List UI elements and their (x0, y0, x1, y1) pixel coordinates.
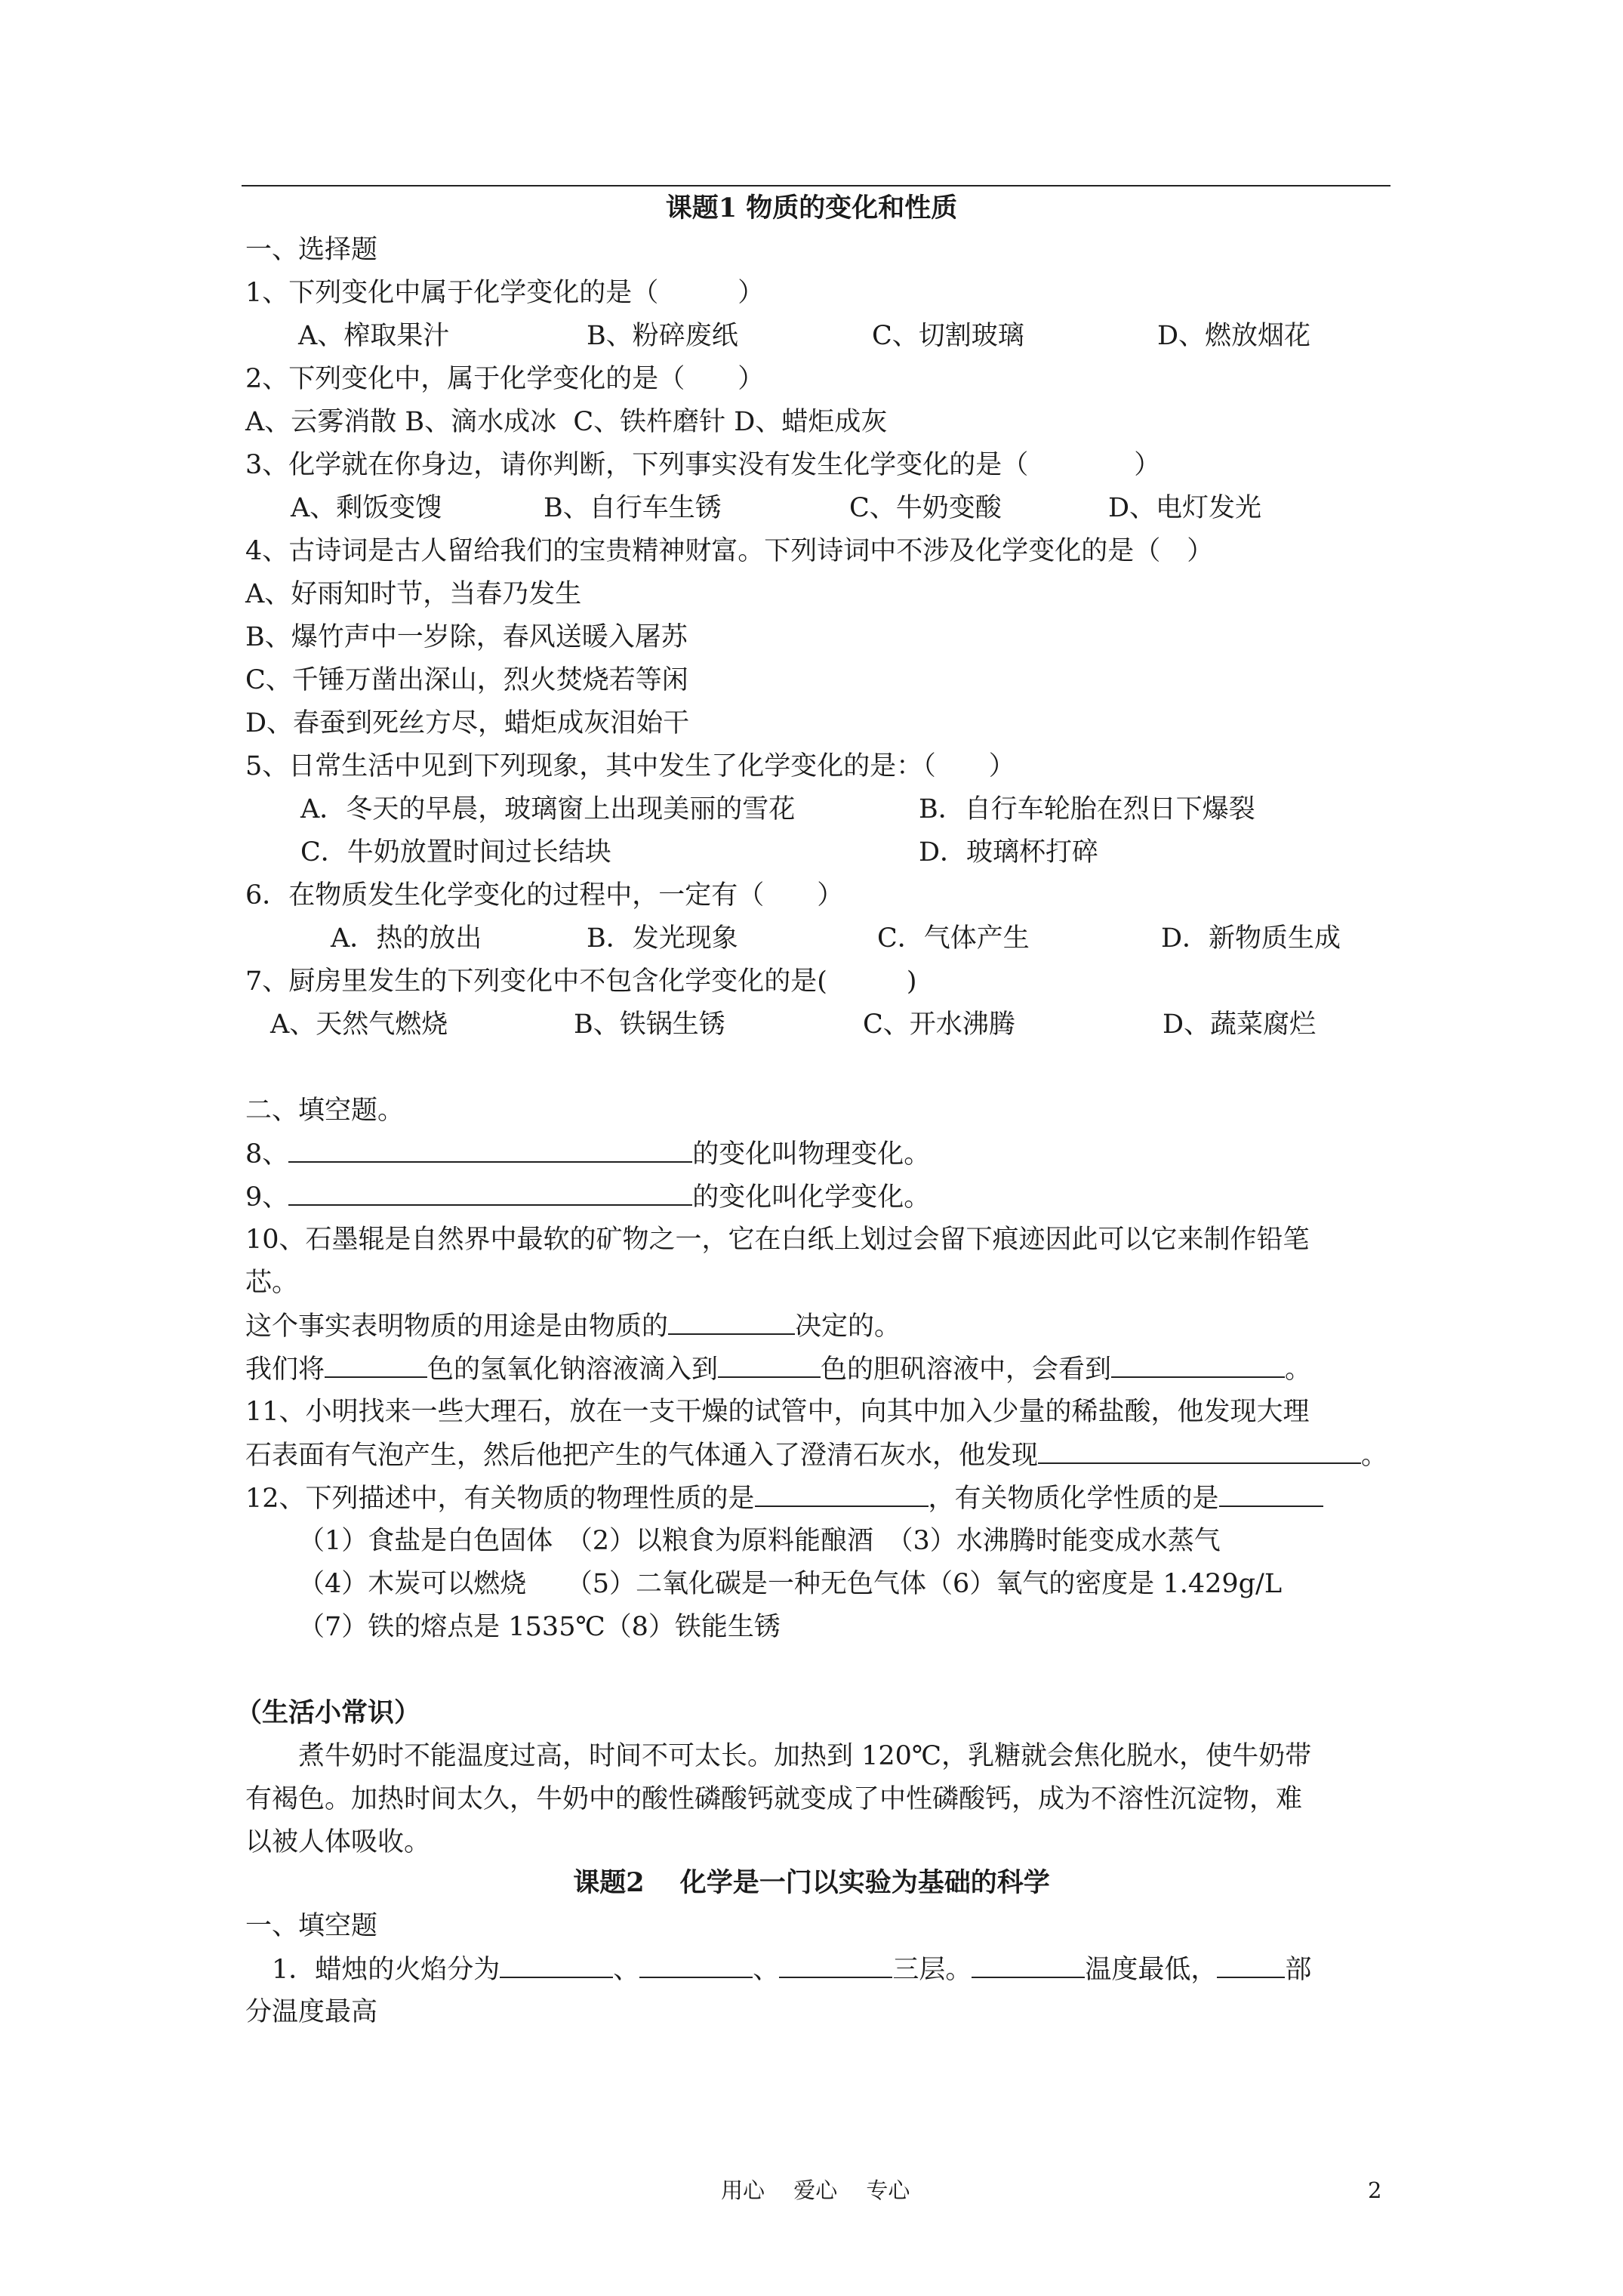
q12-blank-chemical[interactable] (1219, 1481, 1323, 1507)
q8-line (245, 1137, 930, 1171)
q8-blank[interactable] (288, 1137, 692, 1163)
q1-option-b: B、粉碎废纸 (587, 321, 738, 351)
q4-option-a: A、好雨知时节，当春乃发生 (245, 579, 582, 609)
q10-line-1: 10、石墨辊是自然界中最软的矿物之一，它在白纸上划过会留下痕迹因此可以它来制作铅笔 (245, 1225, 1310, 1255)
q10-blank-phenomenon[interactable] (1111, 1352, 1285, 1378)
q11-line-2 (245, 1438, 1387, 1472)
q10-blank-color-1[interactable] (325, 1352, 427, 1378)
p1-text-a: 1．蜡烛的火焰分为 (245, 1955, 500, 1985)
section-title-1: 课题1 物质的变化和性质 (665, 193, 958, 223)
q10-text-f: 。 (1285, 1354, 1312, 1385)
q10-blank-color-2[interactable] (718, 1352, 821, 1378)
q3-option-c: C、牛奶变酸 (849, 493, 1002, 523)
q2-stem: 2、下列变化中，属于化学变化的是（ ） (245, 364, 765, 394)
q6-option-c: C．气体产生 (877, 923, 1030, 954)
q5-option-a: A．冬天的早晨，玻璃窗上出现美丽的雪花 (300, 794, 796, 824)
q8-number: 8、 (245, 1139, 289, 1170)
q10-text-b: 决定的。 (795, 1311, 901, 1342)
q3-option-b: B、自行车生锈 (544, 493, 722, 523)
q12-blank-physical[interactable] (755, 1481, 929, 1507)
q12-line-1 (245, 1481, 1323, 1515)
section-heading-fill: 二、填空题。 (245, 1096, 405, 1126)
q7-option-b: B、铁锅生锈 (574, 1009, 725, 1040)
header-rule (242, 185, 1390, 186)
q5-stem: 5、日常生活中见到下列现象，其中发生了化学变化的是：（ ） (245, 751, 1015, 781)
page-number: 2 (1368, 2177, 1382, 2203)
footer-motto: 用心 爱心 专心 (721, 2177, 910, 2203)
q11-blank[interactable] (1038, 1438, 1361, 1464)
q9-text: 的变化叫化学变化。 (692, 1182, 931, 1213)
q7-option-c: C、开水沸腾 (863, 1009, 1015, 1040)
q4-option-c: C、千锤万凿出深山，烈火焚烧若等闲 (245, 665, 688, 695)
section-title-2: 课题2 化学是一门以实验为基础的科学 (573, 1867, 1050, 1898)
q1-stem: 1、下列变化中属于化学变化的是（ ） (245, 278, 765, 308)
q10-line-3 (245, 1309, 901, 1343)
q10-blank-property[interactable] (668, 1309, 795, 1335)
tip-line-3: 以被人体吸收。 (245, 1827, 431, 1857)
q9-line (245, 1180, 930, 1214)
p1-blank-4[interactable] (972, 1952, 1085, 1978)
q3-stem: 3、化学就在你身边，请你判断，下列事实没有发生化学变化的是（ ） (245, 450, 1161, 480)
q12-line-2: （1）食盐是白色固体 （2）以粮食为原料能酿酒 （3）水沸腾时能变成水蒸气 (298, 1526, 1221, 1556)
q4-stem: 4、古诗词是古人留给我们的宝贵精神财富。下列诗词中不涉及化学变化的是（ ） (245, 536, 1214, 566)
q4-option-b: B、爆竹声中一岁除，春风送暖入屠苏 (245, 622, 688, 652)
q7-option-d: D、蔬菜腐烂 (1163, 1009, 1317, 1040)
q10-line-4 (245, 1352, 1311, 1386)
tip-line-1: 煮牛奶时不能温度过高，时间不可太长。加热到 120℃，乳糖就会焦化脱水，使牛奶带 (245, 1741, 1312, 1771)
q8-text: 的变化叫物理变化。 (692, 1139, 931, 1170)
q10-text-a: 这个事实表明物质的用途是由物质的 (245, 1311, 669, 1342)
q12-line-4: （7）铁的熔点是 1535℃（8）铁能生锈 (298, 1612, 781, 1642)
q11-text-b: 。 (1361, 1441, 1388, 1471)
p1-text-b: 三层。 (892, 1955, 972, 1985)
p1-sep-2: 、 (753, 1955, 780, 1985)
q1-option-a: A、榨取果汁 (298, 321, 450, 351)
q2-options: A、云雾消散 B、滴水成冰 C、铁杵磨针 D、蜡炬成灰 (245, 407, 888, 437)
p1-blank-3[interactable] (779, 1952, 892, 1978)
section-heading-fill-2: 一、填空题 (245, 1911, 378, 1941)
q3-option-a: A、剩饭变馊 (291, 493, 442, 523)
q9-blank[interactable] (288, 1180, 692, 1206)
q7-option-a: A、天然气燃烧 (270, 1009, 448, 1040)
p1-line-2: 分温度最高 (245, 1997, 378, 2027)
p1-sep-1: 、 (613, 1955, 640, 1985)
q11-line-1: 11、小明找来一些大理石，放在一支干燥的试管中，向其中加入少量的稀盐酸，他发现大理 (245, 1397, 1310, 1427)
q7-stem: 7、厨房里发生的下列变化中不包含化学变化的是( ) (245, 966, 917, 997)
q12-line-3: （4）木炭可以燃烧 （5）二氧化碳是一种无色气体（6）氧气的密度是 1.429g/L (298, 1569, 1283, 1599)
tip-line-2: 有褐色。加热时间太久，牛奶中的酸性磷酸钙就变成了中性磷酸钙，成为不溶性沉淀物，难 (245, 1784, 1303, 1814)
q4-option-d: D、春蚕到死丝方尽，蜡炬成灰泪始干 (245, 708, 690, 738)
q6-option-a: A．热的放出 (331, 923, 482, 954)
p1-text-d: 部 (1285, 1955, 1312, 1985)
q1-option-c: C、切割玻璃 (872, 321, 1024, 351)
q12-text-a: 12、下列描述中，有关物质的物理性质的是 (245, 1484, 755, 1514)
q10-text-d: 色的氢氧化钠溶液滴入到 (427, 1354, 719, 1385)
q6-stem: 6．在物质发生化学变化的过程中，一定有（ ） (245, 880, 844, 911)
q9-number: 9、 (245, 1182, 289, 1213)
p1-line-1 (245, 1952, 1311, 1986)
p1-blank-5[interactable] (1217, 1952, 1285, 1978)
q10-text-c: 我们将 (245, 1354, 325, 1385)
q10-line-2: 芯。 (245, 1268, 299, 1298)
tip-heading: （生活小常识） (236, 1697, 421, 1728)
p1-text-c: 温度最低， (1085, 1955, 1218, 1985)
q6-option-d: D．新物质生成 (1161, 923, 1341, 954)
q5-option-d: D．玻璃杯打碎 (919, 837, 1099, 868)
section-heading-choice: 一、选择题 (245, 235, 378, 265)
q10-text-e: 色的胆矾溶液中，会看到 (821, 1354, 1112, 1385)
q5-option-c: C．牛奶放置时间过长结块 (300, 837, 611, 868)
q1-option-d: D、燃放烟花 (1157, 321, 1311, 351)
q3-option-d: D、电灯发光 (1108, 493, 1262, 523)
q11-text-a: 石表面有气泡产生，然后他把产生的气体通入了澄清石灰水，他发现 (245, 1441, 1039, 1471)
q12-text-b: ，有关物质化学性质的是 (928, 1484, 1219, 1514)
p1-blank-2[interactable] (639, 1952, 753, 1978)
p1-blank-1[interactable] (500, 1952, 613, 1978)
q5-option-b: B．自行车轮胎在烈日下爆裂 (919, 794, 1255, 824)
q6-option-b: B．发光现象 (587, 923, 738, 954)
